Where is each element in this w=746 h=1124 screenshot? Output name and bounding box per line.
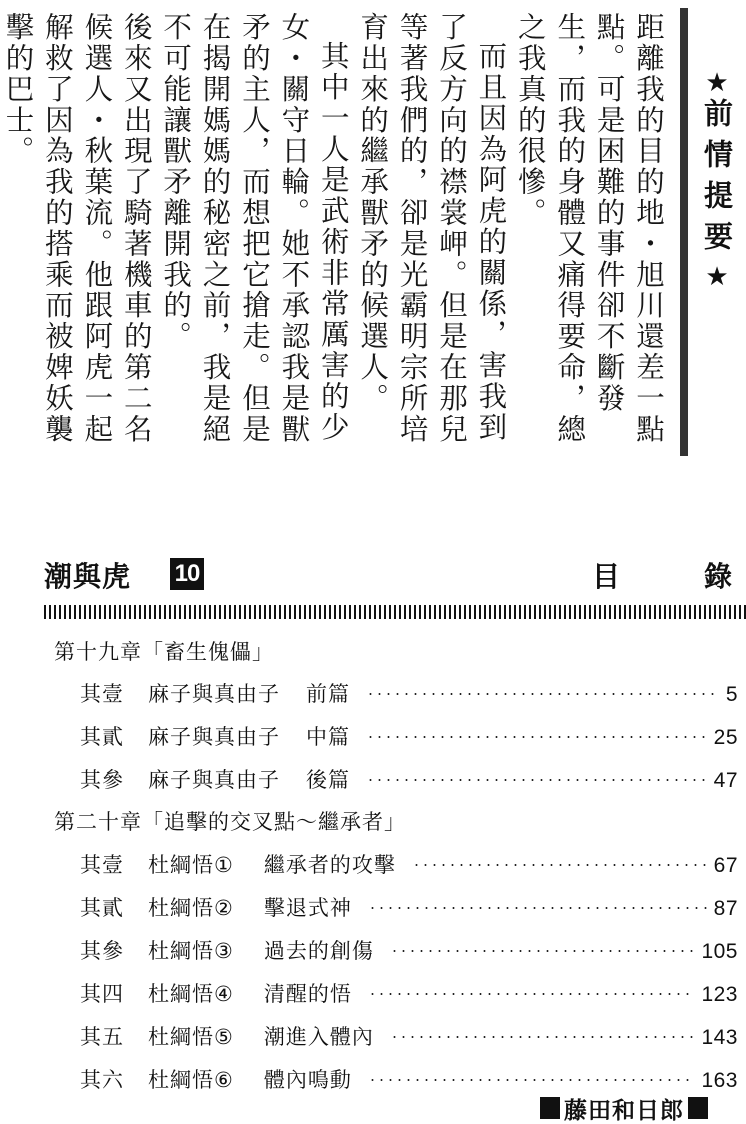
series-title: 潮與虎 <box>44 560 132 593</box>
leader-dots <box>390 950 696 952</box>
hatched-divider <box>44 605 746 619</box>
leader-dots <box>366 736 708 738</box>
entry-number: 其壹 <box>80 853 124 877</box>
synopsis-paragraph: 後來又出現了騎著機車的第二名候選人・秋葉流。他跟阿虎一起解救了因為我的搭乘而被婢妖襲擊的巴士。 <box>1 12 153 445</box>
synopsis-paragraph: 而且因為阿虎的關係，害我到了反方向的襟裳岬。但是在那兒等著我們的，卻是光霸明宗所培育出來的繼承獸矛的候選人。 <box>356 12 508 445</box>
entry-title: 杜綱悟⑥ <box>148 1068 234 1092</box>
leader-dots <box>366 779 708 781</box>
entry-number: 其四 <box>80 982 124 1006</box>
entry-subtitle: 潮進入體內 <box>263 1025 374 1049</box>
entry-number: 其貳 <box>80 896 124 920</box>
author-credit <box>540 1092 746 1124</box>
entry-page: 5 <box>725 683 738 706</box>
leader-dots <box>368 907 708 909</box>
synopsis-text <box>0 12 668 460</box>
entry-title: 杜綱悟④ <box>148 982 234 1006</box>
entry-number: 其參 <box>80 939 124 963</box>
entry-subtitle: 繼承者的攻擊 <box>263 853 396 877</box>
synopsis-divider <box>680 8 688 456</box>
entry-number: 其六 <box>80 1068 124 1092</box>
entry-page: 25 <box>713 726 738 749</box>
star-icon: ★ <box>702 68 732 98</box>
toc-entry[interactable] <box>80 678 738 708</box>
entry-number: 其貳 <box>80 725 124 749</box>
leader-dots <box>366 693 720 695</box>
toc-entry[interactable] <box>80 892 738 922</box>
synopsis-heading-box <box>680 8 740 456</box>
synopsis-paragraph: 其中一人是武術非常厲害的少女・關守日輪。她不承認我是獸矛的主人，而想把它搶走。但是在揭開媽媽的秘密之前，我是絕不可能讓獸矛離開我的。 <box>159 12 350 445</box>
entry-title: 麻子與真由子 <box>148 682 280 706</box>
toc-heading-char: 錄 <box>703 560 732 593</box>
entry-subtitle: 過去的創傷 <box>263 939 374 963</box>
entry-page: 123 <box>701 983 738 1006</box>
entry-number: 其參 <box>80 768 124 792</box>
synopsis-paragraph: 距離我的目的地・旭川還差一點點。可是困難的事件卻不斷發生，而我的身體又痛得要命，總之我真的很慘。 <box>513 12 665 445</box>
leader-dots <box>368 1079 696 1081</box>
entry-number: 其壹 <box>80 682 124 706</box>
entry-title: 麻子與真由子 <box>148 725 280 749</box>
entry-subtitle: 前篇 <box>306 682 350 706</box>
toc-entry[interactable] <box>80 1064 738 1094</box>
toc-entry[interactable] <box>80 764 738 794</box>
entry-subtitle: 後篇 <box>306 768 350 792</box>
entry-title: 麻子與真由子 <box>148 768 280 792</box>
entry-title: 杜綱悟① <box>148 853 234 877</box>
synopsis-heading-label: 前情提要 <box>700 98 734 262</box>
synopsis-heading <box>700 68 738 428</box>
entry-title: 杜綱悟③ <box>148 939 234 963</box>
entry-page: 163 <box>701 1069 738 1092</box>
entry-subtitle: 擊退式神 <box>263 896 352 920</box>
chapter-heading: 第十九章「畜生傀儡」 <box>54 640 274 664</box>
leader-dots <box>390 1036 696 1038</box>
toc-heading <box>592 555 732 595</box>
entry-title: 杜綱悟⑤ <box>148 1025 234 1049</box>
toc-entry[interactable] <box>80 849 738 879</box>
leader-dots <box>412 864 708 866</box>
entry-page: 87 <box>713 897 738 920</box>
entry-title: 杜綱悟② <box>148 896 234 920</box>
entry-subtitle: 中篇 <box>306 725 350 749</box>
volume-badge: 10 <box>170 558 204 590</box>
entry-page: 105 <box>701 940 738 963</box>
entry-subtitle: 體內鳴動 <box>263 1068 352 1092</box>
toc-header <box>44 555 744 595</box>
entry-page: 67 <box>713 854 738 877</box>
toc-entry[interactable] <box>80 721 738 751</box>
star-icon: ★ <box>702 262 732 292</box>
toc-heading-char: 目 <box>592 560 621 593</box>
entry-page: 143 <box>701 1026 738 1049</box>
toc-entry[interactable] <box>80 1021 738 1051</box>
entry-number: 其五 <box>80 1025 124 1049</box>
chapter-heading: 第二十章「追擊的交叉點～繼承者」 <box>54 810 406 834</box>
entry-page: 47 <box>713 769 738 792</box>
toc-entry[interactable] <box>80 978 738 1008</box>
author-name: 藤田和日郎 <box>564 1097 684 1124</box>
square-icon <box>688 1097 708 1119</box>
entry-subtitle: 清醒的悟 <box>263 982 352 1006</box>
square-icon <box>540 1097 560 1119</box>
leader-dots <box>368 993 696 995</box>
toc-entry[interactable] <box>80 935 738 965</box>
synopsis-section <box>1 12 670 460</box>
